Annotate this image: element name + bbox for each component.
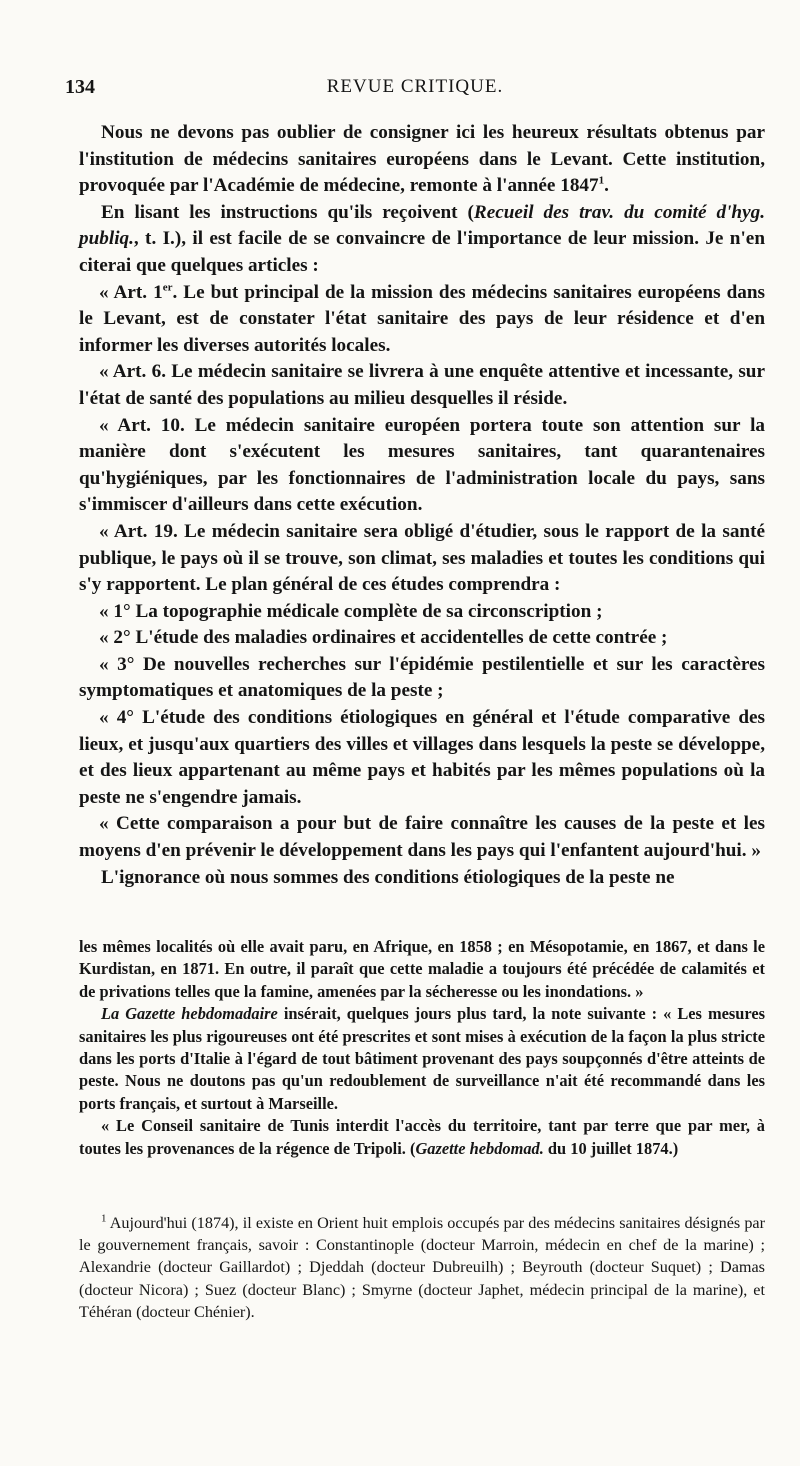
paragraph-ignorance: L'ignorance où nous sommes des conditions étiologiques de la peste ne xyxy=(101,866,675,888)
article-19: « Art. 19. Le médecin sanitaire sera obligé d'étudier, sous le rapport de la santé publique, le pays où il se trouve, son climat, ses maladies et toutes les conditions qui s'y rapportent. Le plan général de ces études comprendra : xyxy=(79,520,765,596)
running-title: REVUE CRITIQUE. xyxy=(326,76,504,97)
gazette-title: La Gazette hebdomadaire xyxy=(101,1004,278,1024)
article-label: « Art. 1 xyxy=(99,281,163,303)
footnote-paragraph xyxy=(79,1212,765,1323)
paragraph-instructions xyxy=(79,200,765,280)
footnote-number: 1 xyxy=(101,1212,107,1225)
citation-reference: Recueil des trav. du comité d'hyg. publiq. xyxy=(79,201,765,250)
citation-reference: Gazette hebdomad. xyxy=(415,1138,544,1158)
paragraph-tunis xyxy=(79,1115,765,1160)
list-item-4: « 4° L'étude des conditions étiologiques en général et l'étude comparative des lieux, et jusqu'aux quartiers des villes et villages dans lesquels la peste se développe, et des lieux appartenant au même pays et habités par les mêmes populations où la peste ne s'engendre jamais. xyxy=(79,707,765,808)
paragraph-comparison: « Cette comparaison a pour but de faire connaître les causes de la peste et les moyens d'en prévenir le développement dans les pays qui l'enfantent aujourd'hui. » xyxy=(79,813,765,862)
list-item-2: « 2° L'étude des maladies ordinaires et accidentelles de cette contrée ; xyxy=(99,627,668,649)
paragraph-text: , t. I.), il est facile de se convaincre de l'importance de leur mission. Je n'en citerai que quelques articles : xyxy=(79,228,765,276)
footnote-mark: 1 xyxy=(598,174,605,187)
paragraph-localities: les mêmes localités où elle avait paru, en Afrique, en 1858 ; en Mésopotamie, en 1867, et dans le Kurdistan, en 1871. En outre, il paraît que cette maladie a toujours été précédée de calamités et de privations telles que la famine, amenées par la sécheresse ou les inondations. » xyxy=(79,937,765,1001)
paragraph-gazette xyxy=(79,1003,765,1115)
continued-quotation xyxy=(79,936,765,1160)
footnote xyxy=(79,1212,765,1323)
main-text xyxy=(79,120,765,891)
paragraph-end: . xyxy=(604,175,609,197)
article-text: . Le but principal de la mission des médecins sanitaires européens dans le Levant, est de constater l'état sanitaire des pays de leur résidence et d'en informer les diverses autorités locales. xyxy=(79,281,765,356)
paragraph-text: du 10 juillet 1874.) xyxy=(543,1138,679,1158)
paragraph-institution xyxy=(79,120,765,200)
paragraph-text: En lisant les instructions qu'ils reçoivent ( xyxy=(101,201,474,223)
article-6: « Art. 6. Le médecin sanitaire se livrera à une enquête attentive et incessante, sur l'état de santé des populations au milieu desquelles il réside. xyxy=(79,361,765,409)
footnote-text: Aujourd'hui (1874), il existe en Orient huit emplois occupés par des médecins sanitaires désignés par le gouvernement français, savoir : Constantinople (docteur Marroin, médecin en chef de la marine) ; Alexandrie (docteur Gaillardot) ; Djeddah (docteur Dubreuilh) ; Beyrouth (docteur Suquet) ; Damas (docteur Nicora) ; Suez (docteur Blanc) ; Smyrne (docteur Japhet, médecin principal de la marine), et Téhéran (docteur Chénier). xyxy=(79,1214,765,1321)
article-10: « Art. 10. Le médecin sanitaire européen portera toute son attention sur la manière dont s'exécutent les mesures sanitaires, tant quarantenaires qu'hygiéniques, par les fonctionnaires de l'administration locale du pays, sans s'immiscer d'ailleurs dans cette exécution. xyxy=(79,414,765,516)
list-item-3: « 3° De nouvelles recherches sur l'épidémie pestilentielle et sur les caractères symptomatiques et anatomiques de la peste ; xyxy=(79,653,765,702)
paragraph-text: insérait, quelques jours plus tard, la note suivante : « Les mesures sanitaires les plus rigoureuses ont été prescrites et sont mises à exécution de la façon la plus stricte dans les ports d'Italie à l'égard de tout bâtiment provenant des pays soupçonnés d'être atteints de peste. Nous ne doutons pas qu'un redoublement de surveillance n'ait été recommandé dans les ports français, et surtout à Marseille. xyxy=(79,1004,766,1113)
paragraph-text: « Le Conseil sanitaire de Tunis interdit l'accès du territoire, tant par terre que par mer, à toutes les provenances de la régence de Tripoli. ( xyxy=(79,1116,765,1158)
paragraph-text: Nous ne devons pas oublier de consigner ici les heureux résultats obtenus par l'institution de médecins sanitaires européens dans le Levant. Cette institution, provoquée par l'Académie de médecine, remonte à l'année 1847 xyxy=(79,122,765,197)
list-item-1: « 1° La topographie médicale complète de sa circonscription ; xyxy=(99,600,603,622)
page-number: 134 xyxy=(65,76,95,98)
page-header xyxy=(65,76,765,106)
ordinal-superscript: er xyxy=(162,281,173,294)
article-1 xyxy=(79,280,765,360)
